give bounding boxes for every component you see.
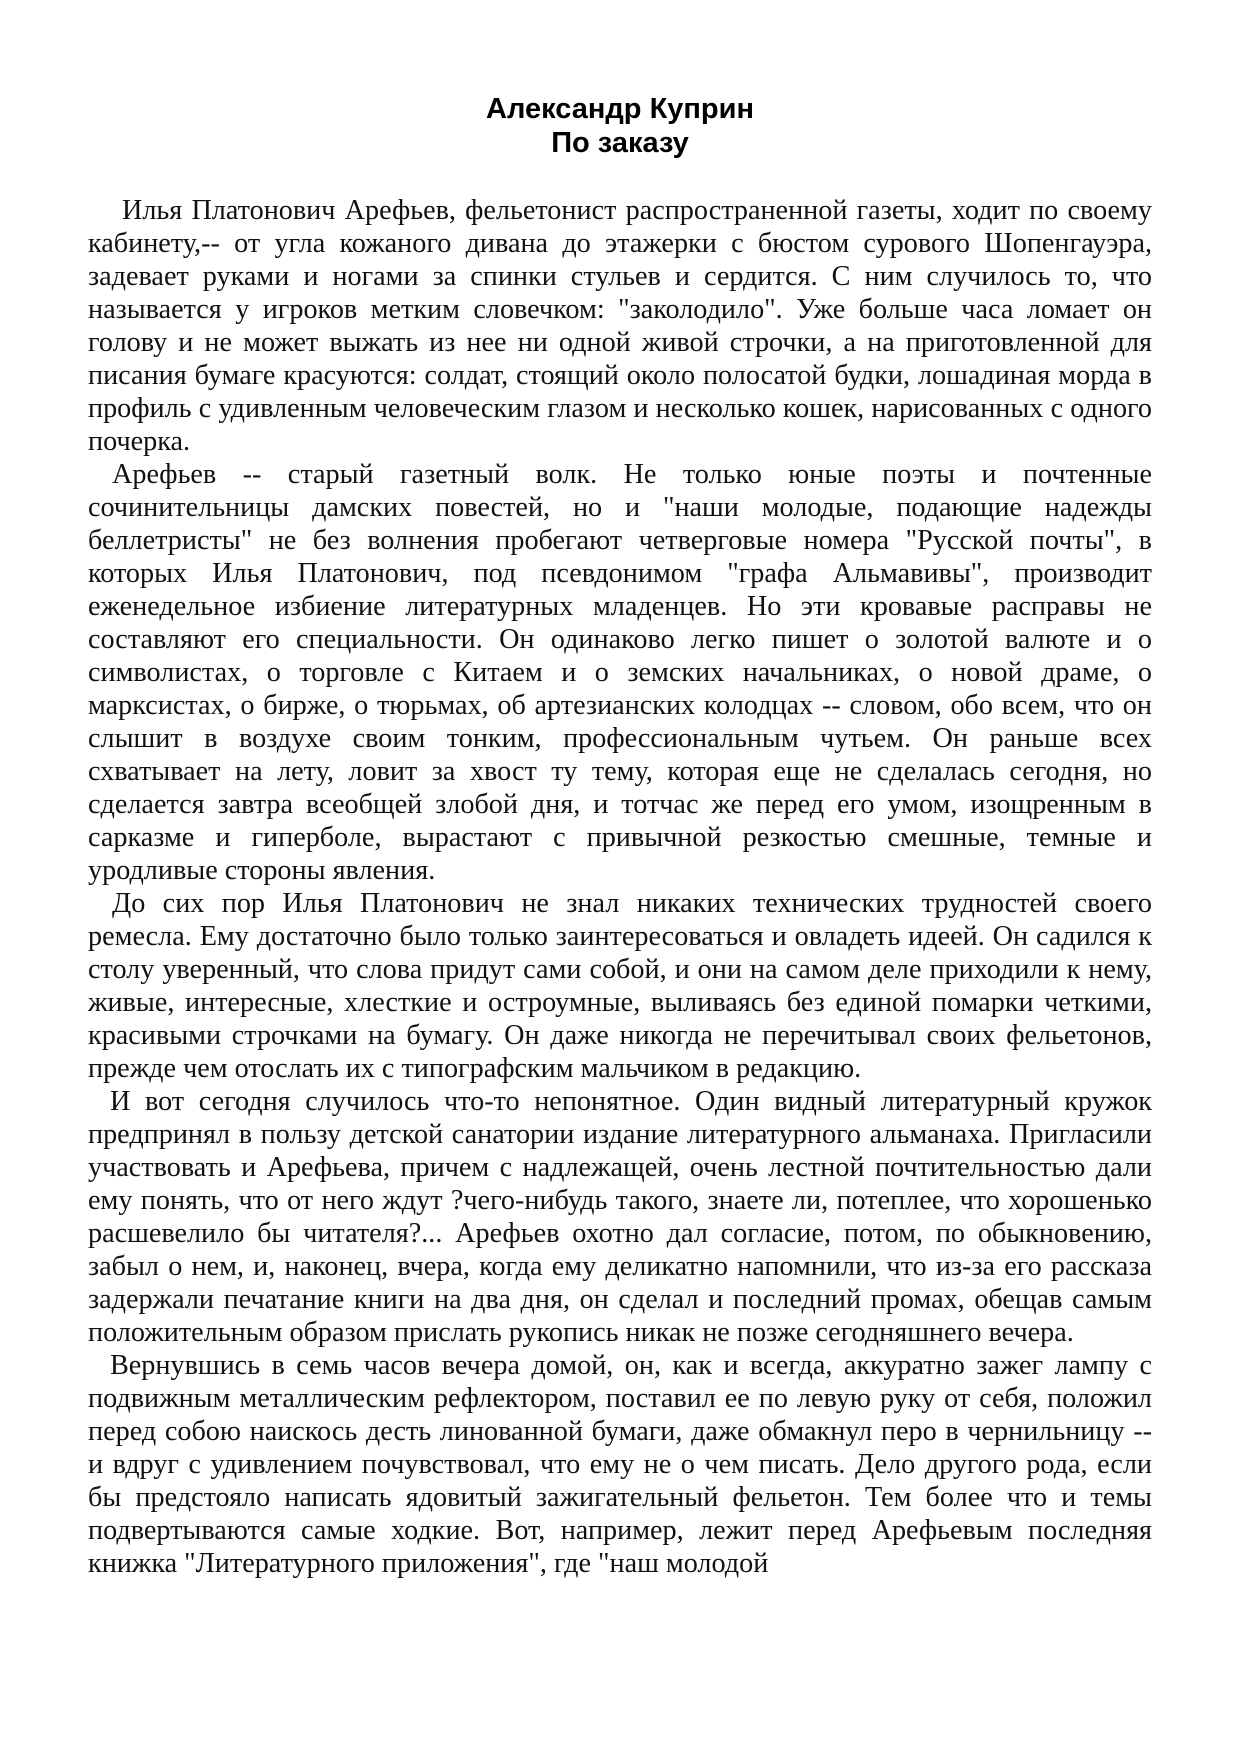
story-title: По заказу [551,127,689,159]
story-body [88,194,1152,1580]
paragraph-1: Илья Платонович Арефьев, фельетонист распространенной газеты, ходит по своему кабинету,-- от угла кожаного дивана до этажерки с бюстом сурового Шопенгауэра, задевает руками и ногами за спинки стульев и сердится. С ним случилось то, что называется у игроков метким словечком: "заколодило". Уже больше часа ломает он голову и не может выжать из нее ни одной живой строчки, а на приготовленной для писания бумаге красуются: солдат, стоящий около полосатой будки, лошадиная морда в профиль с удивленным человеческим глазом и несколько кошек, нарисованных с одного почерка. [88,195,1152,457]
paragraph-5: Вернувшись в семь часов вечера домой, он, как и всегда, аккуратно зажег лампу с подвижным металлическим рефлектором, поставил ее по левую руку от себя, положил перед собою наискось десть линованной бумаги, даже обмакнул перо в чернильницу -- и вдруг с удивлением почувствовал, что ему не о чем писать. Дело другого рода, если бы предстояло написать ядовитый зажигательный фельетон. Тем более что и темы подвертываются самые ходкие. Вот, например, лежит перед Арефьевым последняя книжка "Литературного приложения", где "наш молодой [88,1350,1152,1579]
title-block [88,92,1152,160]
paragraph-4: И вот сегодня случилось что-то непонятное. Один видный литературный кружок предпринял в пользу детской санатории издание литературного альманаха. Пригласили участвовать и Арефьева, причем с надлежащей, очень лестной почтительностью дали ему понять, что от него ждут ?чего-нибудь такого, знаете ли, потеплее, что хорошенько расшевелило бы читателя?... Арефьев охотно дал согласие, потом, по обыкновению, забыл о нем, и, наконец, вчера, когда ему деликатно напомнили, что из-за его рассказа задержали печатание книги на два дня, он сделал и последний промах, обещав самым положительным образом прислать рукопись никак не позже сегодняшнего вечера. [88,1086,1152,1348]
paragraph-3: До сих пор Илья Платонович не знал никаких технических трудностей своего ремесла. Ему достаточно было только заинтересоваться и овладеть идеей. Он садился к столу уверенный, что слова придут сами собой, и они на самом деле приходили к нему, живые, интересные, хлесткие и остроумные, выливаясь без единой помарки четкими, красивыми строчками на бумагу. Он даже никогда не перечитывал своих фельетонов, прежде чем отослать их с типографским мальчиком в редакцию. [88,888,1152,1084]
author-name: Александр Куприн [486,93,754,125]
document-page [88,92,1152,1580]
paragraph-2: Арефьев -- старый газетный волк. Не только юные поэты и почтенные сочинительницы дамских повестей, но и "наши молодые, подающие надежды беллетристы" не без волнения пробегают четверговые номера "Русской почты", в которых Илья Платонович, под псевдонимом "графа Альмавивы", производит еженедельное избиение литературных младенцев. Но эти кровавые расправы не составляют его специальности. Он одинаково легко пишет о золотой валюте и о символистах, о торговле с Китаем и о земских начальниках, о новой драме, о марксистах, о бирже, о тюрьмах, об артезианских колодцах -- словом, обо всем, что он слышит в воздухе своим тонким, профессиональным чутьем. Он раньше всех схватывает на лету, ловит за хвост ту тему, которая еще не сделалась сегодня, но сделается завтра всеобщей злобой дня, и тотчас же перед его умом, изощренным в сарказме и гиперболе, вырастают с привычной резкостью смешные, темные и уродливые стороны явления. [88,459,1152,886]
